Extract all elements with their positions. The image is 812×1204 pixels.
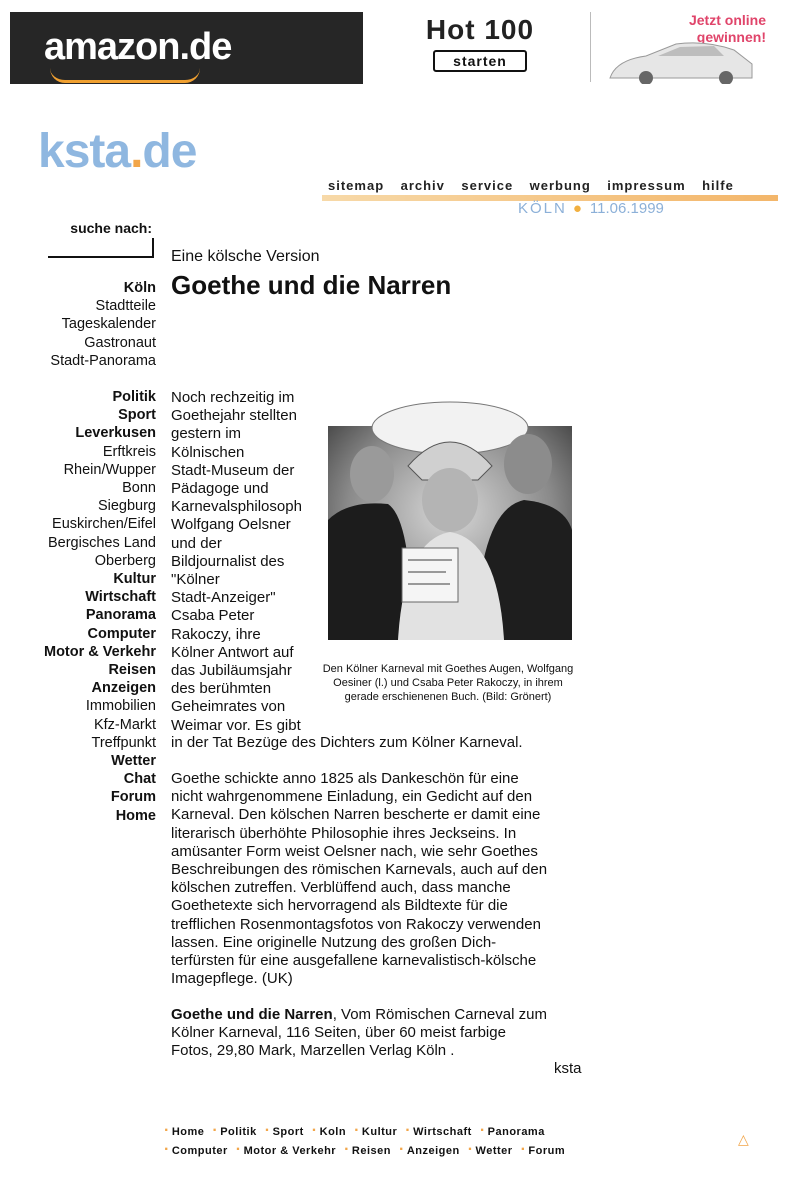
footer-link-wirtschaft[interactable]: · Wirtschaft	[405, 1126, 472, 1138]
dateline	[518, 200, 664, 217]
footer-navigation	[164, 1122, 604, 1160]
sidebar-item-treffpunkt[interactable]: Treffpunkt	[91, 734, 156, 751]
ad-divider	[590, 12, 591, 82]
sidebar-item-panorama[interactable]: Panorama	[85, 607, 156, 624]
footer-link-kultur[interactable]: · Kultur	[354, 1126, 397, 1138]
top-navigation	[328, 177, 746, 195]
ad-banner	[10, 8, 772, 84]
sidebar-item-stadtteile[interactable]: Stadtteile	[95, 298, 156, 315]
search-label: suche nach:	[70, 220, 152, 236]
sidebar-group-local	[6, 279, 156, 370]
sidebar-group-sections	[6, 388, 156, 825]
sidebar-item-oberberg[interactable]: Oberberg	[94, 552, 156, 569]
nav-sitemap[interactable]: sitemap	[328, 178, 385, 193]
sidebar-item-sport[interactable]: Sport	[118, 407, 156, 424]
book-details: , Vom Römischen Carneval zum Kölner Karneval, 116 Seiten, über 60 meist farbige Fotos, 29,80 Mark, Marzellen Verlag Köln .	[171, 1006, 547, 1060]
hot100-ad	[380, 8, 580, 84]
nav-impressum[interactable]: impressum	[607, 178, 686, 193]
book-info	[171, 1006, 601, 1061]
sidebar-item-bergisches-land[interactable]: Bergisches Land	[47, 534, 156, 551]
photo-illustration	[328, 400, 572, 640]
sidebar-item-kultur[interactable]: Kultur	[113, 571, 156, 588]
sidebar-item-bonn[interactable]: Bonn	[122, 480, 156, 497]
city-label: KÖLN	[518, 200, 567, 217]
footer-link-anzeigen[interactable]: · Anzeigen	[399, 1145, 460, 1157]
sidebar-item-forum[interactable]: Forum	[110, 789, 156, 806]
sidebar-item-chat[interactable]: Chat	[123, 771, 156, 788]
sidebar-item-stadt-panorama[interactable]: Stadt-Panorama	[50, 352, 156, 369]
hot100-start-button[interactable]: starten	[433, 50, 527, 72]
nav-werbung[interactable]: werbung	[529, 178, 591, 193]
footer-link-home[interactable]: · Home	[164, 1126, 204, 1138]
ksta-logo[interactable]	[38, 124, 196, 179]
sidebar-item-kfz-markt[interactable]: Kfz-Markt	[93, 716, 156, 733]
article-paragraph-1: Noch rechzeitig im Goethejahr stellten gestern im Kölnischen Stadt-Museum der Pädagoge und Karnevalsphilosoph Wolfgang Oelsner und der Bildjournalist des "Kölner Stadt-Anzeiger" Csaba Peter Rakoczy, ihre Kölner Antwort auf das Jubiläumsjahr des berühmten Geheimrates von Weimar vor. Es gibt	[171, 389, 302, 734]
amazon-smile-icon	[50, 68, 200, 83]
footer-row-1	[164, 1122, 604, 1141]
sidebar-item-siegburg[interactable]: Siegburg	[97, 498, 156, 515]
footer-link-wetter[interactable]: · Wetter	[468, 1145, 513, 1157]
sidebar-item-anzeigen[interactable]: Anzeigen	[91, 680, 156, 697]
footer-link-politik[interactable]: · Politik	[212, 1126, 256, 1138]
article-paragraph-1-end: in der Tat Bezüge des Dichters zum Kölner Karneval.	[171, 734, 523, 751]
sidebar-item-leverkusen[interactable]: Leverkusen	[75, 425, 156, 442]
footer-link-koln[interactable]: · Koln	[312, 1126, 346, 1138]
logo-dot: .	[130, 125, 143, 178]
nav-service[interactable]: service	[461, 178, 514, 193]
online-promo-ad[interactable]	[590, 8, 772, 84]
sidebar-item-wirtschaft[interactable]: Wirtschaft	[85, 589, 156, 606]
article-signature: ksta	[554, 1060, 582, 1077]
amazon-logo-text: amazon.de	[44, 26, 232, 68]
sidebar-item-computer[interactable]: Computer	[87, 625, 156, 642]
sidebar-item-rhein-wupper[interactable]: Rhein/Wupper	[63, 461, 156, 478]
sidebar-item-köln[interactable]: Köln	[123, 280, 156, 296]
footer-link-motor-verkehr[interactable]: · Motor & Verkehr	[236, 1145, 336, 1157]
sidebar-item-tageskalender[interactable]: Tageskalender	[61, 316, 156, 333]
article-column	[171, 389, 331, 735]
promo-line-1: Jetzt online	[688, 12, 766, 28]
book-title: Goethe und die Narren	[171, 1006, 333, 1023]
sidebar-item-euskirchen-eifel[interactable]: Euskirchen/Eifel	[52, 516, 156, 533]
hot100-title: Hot 100	[425, 14, 535, 45]
article-kicker: Eine kölsche Version	[171, 248, 320, 265]
footer-link-reisen[interactable]: · Reisen	[344, 1145, 391, 1157]
back-to-top-icon[interactable]: △	[738, 1131, 749, 1147]
footer-row-2	[164, 1141, 604, 1160]
footer-link-sport[interactable]: · Sport	[265, 1126, 304, 1138]
sidebar-item-immobilien[interactable]: Immobilien	[85, 698, 156, 715]
article-paragraph-2: Goethe schickte anno 1825 als Dankeschön für eine nicht wahrgenommene Einladung, ein Gedicht auf den Karneval. Den kölschen Narren bescherte er damit eine literarisch überhöhte Philosophie ihres Jeckseins. In amüsanter Form weist Oelsner nach, wie sehr Goethes Beschreibungen des römischen Karnevals, auch auf den kölschen zutreffen. Verblüffend auch, dass manche Goethetexte sich hervorragend als Bildtexte für die trefflichen Rosenmontagsfotos von Rakoczy verwenden lassen. Eine originelle Nutzung des großen Dich- terfürsten für eine ausgefallene karnevalistisch-kölsche Imagepflege. (UK)	[171, 770, 548, 988]
footer-link-panorama[interactable]: · Panorama	[480, 1126, 545, 1138]
footer-link-computer[interactable]: · Computer	[164, 1145, 228, 1157]
nav-archiv[interactable]: archiv	[400, 178, 445, 193]
footer-link-forum[interactable]: · Forum	[521, 1145, 566, 1157]
article-photo	[328, 400, 572, 640]
dot-icon: ●	[572, 200, 584, 217]
promo-line-2: gewinnen!	[696, 29, 766, 45]
sidebar-item-motor-verkehr[interactable]: Motor & Verkehr	[44, 643, 156, 660]
sidebar-item-politik[interactable]: Politik	[112, 389, 156, 405]
sidebar-item-wetter[interactable]: Wetter	[111, 753, 156, 770]
date-label: 11.06.1999	[589, 200, 664, 217]
logo-text: ksta	[38, 125, 131, 178]
photo-caption: Den Kölner Karneval mit Goethes Augen, Wolfgang Oesiner (l.) und Csaba Peter Rakoczy, in ihrem gerade erschienenen Buch. (Bild: Grönert)	[322, 663, 574, 703]
sidebar-item-erftkreis[interactable]: Erftkreis	[102, 443, 156, 460]
sidebar-item-gastronaut[interactable]: Gastronaut	[84, 334, 156, 351]
logo-tld: de	[142, 125, 197, 178]
nav-hilfe[interactable]: hilfe	[702, 178, 734, 193]
sidebar-item-home[interactable]: Home	[115, 807, 156, 824]
sidebar-item-reisen[interactable]: Reisen	[108, 662, 156, 679]
amazon-ad-logo[interactable]	[10, 12, 363, 84]
article-headline: Goethe und die Narren	[171, 270, 452, 300]
search-input[interactable]	[48, 238, 154, 258]
car-icon	[606, 38, 756, 84]
